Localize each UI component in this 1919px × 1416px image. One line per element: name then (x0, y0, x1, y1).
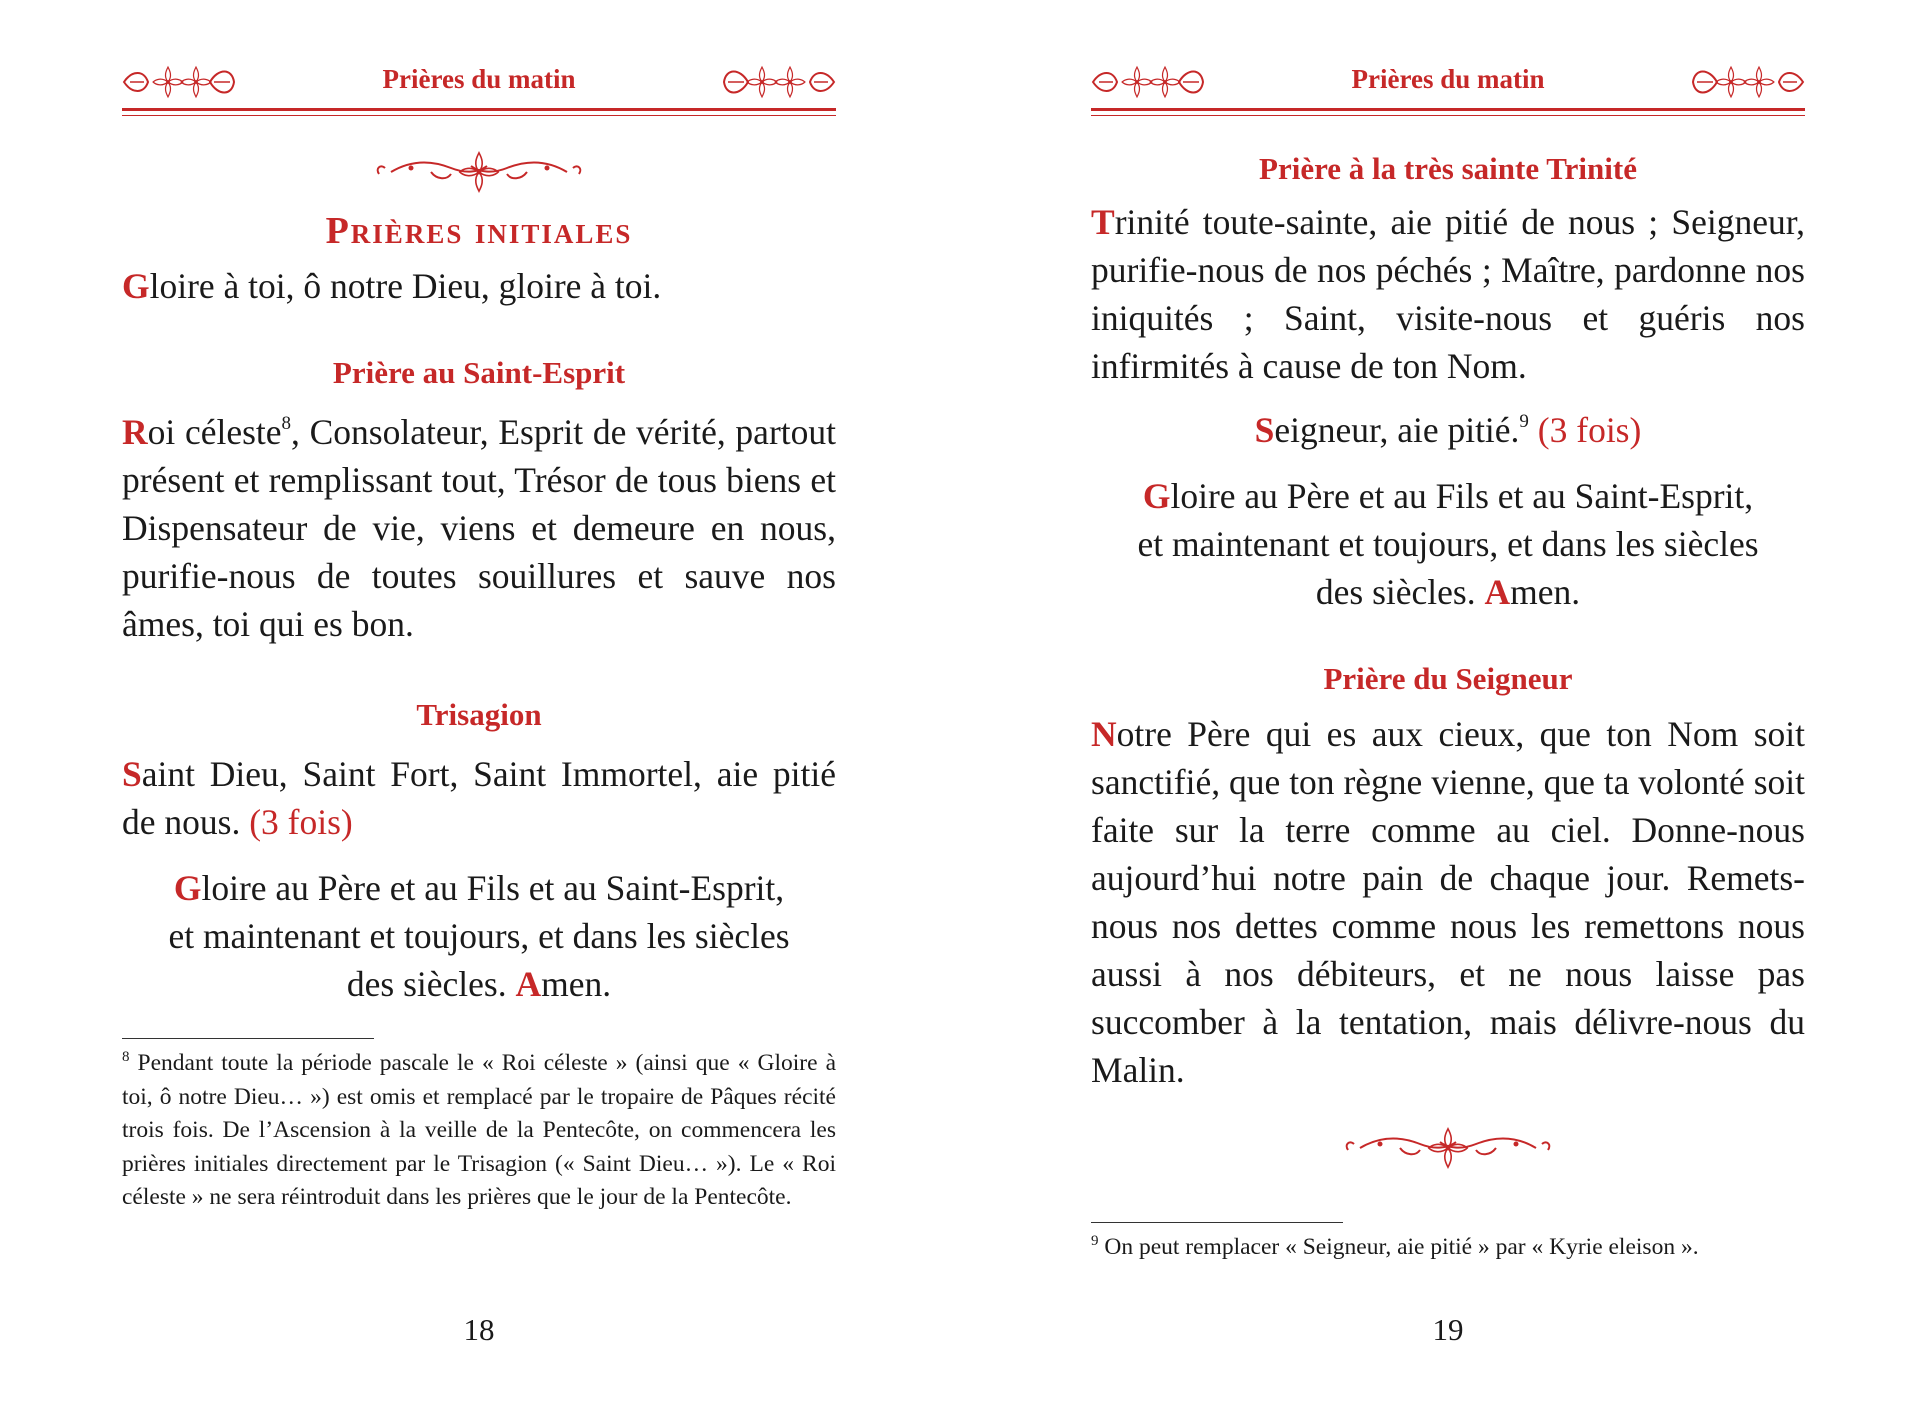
header-rule-thin (122, 115, 836, 116)
running-header (1091, 60, 1805, 120)
paragraph-text: aint Dieu, Saint Fort, Saint Immortel, aie pitié de nous. (122, 754, 836, 842)
heading-trisagion: Trisagion (416, 697, 542, 732)
drop-initial: R (122, 412, 148, 452)
footnote-text: Pendant toute la période pascale le « Roi céleste » (ainsi que « Gloire à toi, ô notre Dieu… ») est omis et remplacé par le tropaire de Pâques récité trois fois. De l’Ascension à la veille de la Pentecôte, on commencera les prières initiales directement par le Trisagion (« Saint Dieu… »). Le « Roi céleste » ne sera réintroduit dans les prières que le jour de la Pentecôte. (122, 1050, 836, 1210)
paragraph-text: , Consolateur, Esprit de vérité, partout présent et remplissant tout, Trésor de tous biens et Dispensateur de vie, viens et demeure en nous, purifie-nous de toutes souillures et sauve nos âmes, toi qui es bon. (122, 412, 836, 644)
drop-initial: S (1254, 410, 1275, 450)
repeat-note: (3 fois) (249, 802, 353, 842)
header-rule (1091, 108, 1805, 111)
footnote-ref: 8 (281, 413, 292, 434)
footnote-rule (122, 1038, 374, 1039)
footnote-number: 8 (122, 1049, 130, 1065)
paragraph-text: otre Père qui es aux cieux, que ton Nom soit sanctifié, que ton règne vienne, que ta volonté soit faite sur la terre comme au ciel. Donne-nous aujourd’hui notre pain de chaque jour. Remets-nous nos dettes comme nous les remettons nous aussi à nos débiteurs, et ne nous laisse pas succomber à la tentation, mais délivre-nous du Malin. (1091, 714, 1805, 1090)
paragraph-text: oi céleste (147, 412, 282, 452)
header-title: Prières du matin (382, 64, 576, 94)
flourish-right-icon (1691, 64, 1805, 100)
paragraph-roi-celeste (122, 408, 836, 648)
doxology-line: des siècles. (1315, 572, 1485, 612)
heading-trinite: Prière à la très sainte Trinité (1259, 151, 1637, 186)
footnote-rule (1091, 1222, 1343, 1223)
page-content (122, 150, 836, 1215)
paragraph-doxology (122, 864, 836, 1008)
drop-initial: G (122, 266, 150, 306)
paragraph-trinite (1091, 198, 1805, 390)
paragraph-notre-pere (1091, 710, 1805, 1094)
heading-seigneur: Prière du Seigneur (1323, 661, 1573, 696)
paragraph-kyrie (1091, 406, 1805, 454)
doxology-line: et maintenant et toujours, et dans les siècles (168, 916, 790, 956)
header-title: Prières du matin (1351, 64, 1545, 94)
doxology-line: des siècles. (346, 964, 516, 1004)
drop-initial: A (1484, 572, 1511, 612)
ornament-divider-icon (371, 150, 587, 196)
footnote-text: On peut remplacer « Seigneur, aie pitié » par « Kyrie eleison ». (1098, 1234, 1699, 1260)
running-header (122, 60, 836, 120)
page-number: 19 (1432, 1312, 1464, 1347)
flourish-right-icon (722, 64, 836, 100)
paragraph-doxology (1091, 472, 1805, 616)
paragraph-text: rinité toute-sainte, aie pitié de nous ; Seigneur, purifie-nous de nos péchés ; Maître, pardonne nos iniquités ; Saint, visite-nous et guéris nos infirmités à cause de ton Nom. (1091, 202, 1805, 386)
right-page (1091, 0, 1805, 1416)
ornament-divider-icon (1340, 1126, 1556, 1172)
left-page (122, 0, 836, 1416)
page-content (1091, 146, 1805, 1265)
doxology-line: men. (541, 964, 612, 1004)
paragraph-text: loire à toi, ô notre Dieu, gloire à toi. (149, 266, 662, 306)
doxology-line: et maintenant et toujours, et dans les siècles (1137, 524, 1759, 564)
paragraph-gloire (122, 262, 836, 310)
doxology-line: loire au Père et au Fils et au Saint-Esprit, (1170, 476, 1754, 516)
drop-initial: N (1091, 714, 1117, 754)
repeat-note: (3 fois) (1537, 410, 1642, 450)
paragraph-text: eigneur, aie pitié. (1274, 410, 1520, 450)
footnote-number: 9 (1091, 1233, 1099, 1249)
heading-saint-esprit: Prière au Saint-Esprit (332, 355, 626, 390)
footnote-ref: 9 (1519, 411, 1529, 432)
paragraph-trisagion (122, 750, 836, 846)
drop-initial: S (122, 754, 142, 794)
doxology-line: loire au Père et au Fils et au Saint-Esprit, (201, 868, 785, 908)
drop-initial: A (515, 964, 542, 1004)
header-rule-thin (1091, 115, 1805, 116)
page-number: 18 (463, 1312, 495, 1347)
drop-initial: G (1142, 476, 1171, 516)
footnote-8 (122, 1047, 836, 1215)
footnote-9 (1091, 1231, 1805, 1265)
section-title: Prières initiales (325, 210, 633, 252)
drop-initial: G (173, 868, 202, 908)
header-rule (122, 108, 836, 111)
drop-initial: T (1091, 202, 1115, 242)
doxology-line: men. (1510, 572, 1581, 612)
